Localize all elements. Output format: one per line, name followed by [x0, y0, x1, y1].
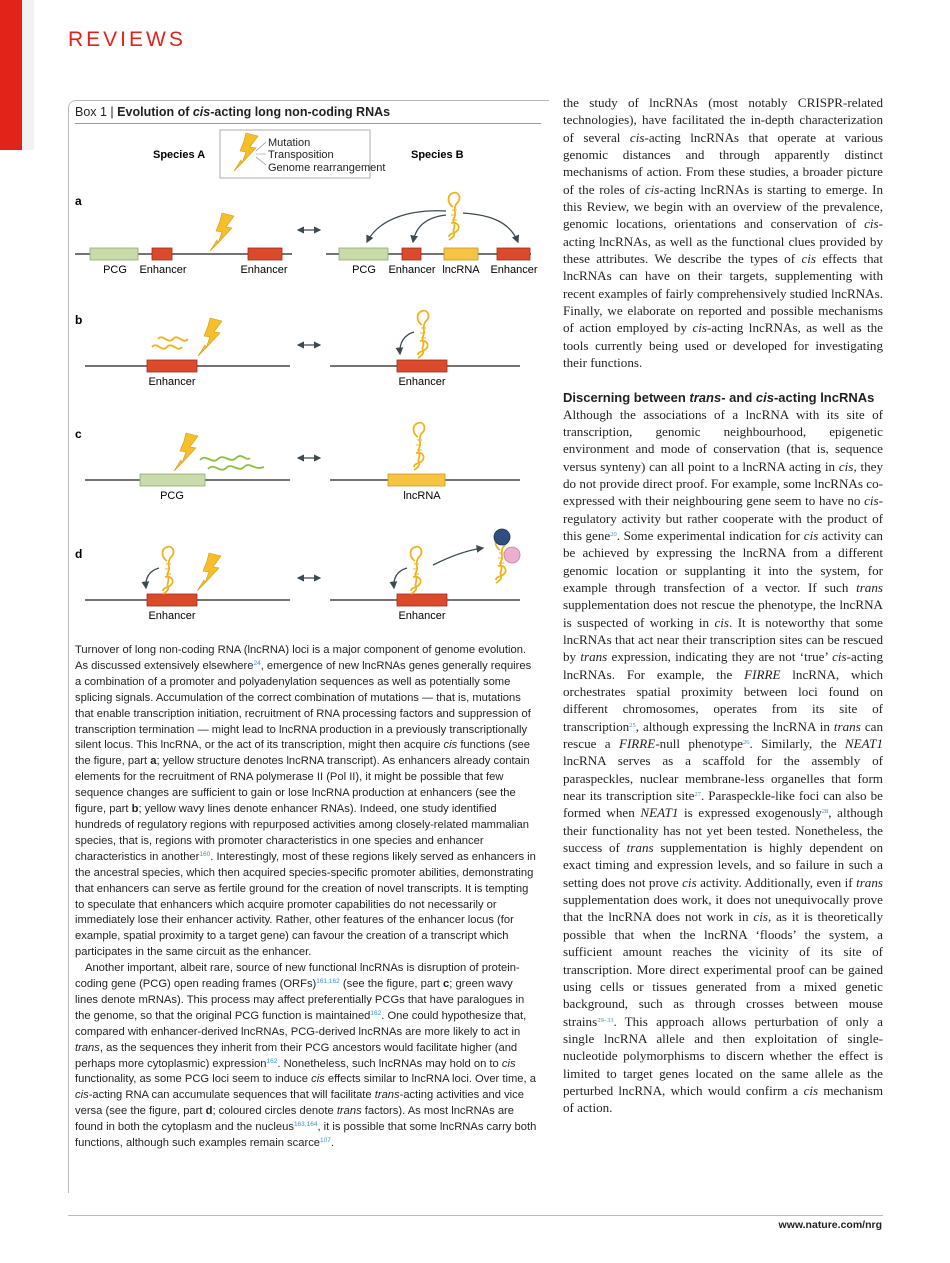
text-segment: activity. Additionally, even if: [696, 874, 857, 890]
label-enhancer: Enhancer: [148, 376, 196, 388]
section-color-bar: [0, 0, 22, 150]
label-enhancer: Enhancer: [398, 610, 446, 622]
text-segment: cis: [803, 1082, 819, 1098]
section-label: REVIEWS: [68, 28, 186, 51]
box-label: Box 1 |: [75, 105, 114, 119]
text-segment: cis: [801, 251, 816, 267]
text-segment: . Similarly, the: [749, 736, 845, 752]
label-enhancer: Enhancer: [398, 376, 446, 388]
trans-factor-pink-circle: [504, 547, 520, 563]
enhancer-rna-wavy-lines: [152, 337, 188, 348]
enhancer-box: [397, 360, 447, 372]
citation-reference[interactable]: 107: [320, 1137, 331, 1145]
box-paragraph: [75, 961, 538, 1152]
regulation-arrow: [394, 568, 407, 588]
panel-a-letter: a: [75, 194, 82, 208]
text-segment: expression, indicating they are not ‘true’: [607, 649, 833, 665]
mrna-wavy-lines: [200, 456, 264, 470]
text-segment: factors). As most lncRNAs are found in both the cytoplasm and the nucleus: [75, 1105, 515, 1134]
regulation-arrow: [367, 211, 446, 242]
enhancer-box: [147, 360, 197, 372]
text-segment: ; coloured circles denote: [212, 1105, 337, 1118]
label-enhancer: Enhancer: [490, 264, 538, 276]
text-segment: cis: [755, 389, 774, 405]
text-segment: -acting lncRNAs. For example, the: [563, 649, 883, 682]
text-segment: effects similar to lncRNA loci. Over time, a: [324, 1073, 536, 1086]
regulation-arrow: [400, 332, 414, 354]
regulation-arrow: [146, 568, 159, 588]
legend-transposition: Transposition: [268, 149, 334, 161]
label-enhancer: Enhancer: [240, 264, 288, 276]
lncrna-box: [444, 248, 478, 260]
pcg-box: [90, 248, 138, 260]
text-segment: trans: [689, 389, 722, 405]
text-segment: activity can be achieved by expressing the lncRNA from a different genomic location or supplanting it into the system, for example through transfection of a vector. If such: [563, 527, 883, 595]
text-segment: cis: [803, 527, 819, 543]
box-title-text: [117, 105, 390, 119]
text-segment: -regulatory activity but rather cooperate with the product of this gene: [563, 493, 883, 543]
text-segment: cis: [644, 181, 660, 197]
text-segment: NEAT1: [844, 736, 883, 752]
text-segment: lncRNA, which orchestrates spatial proximity between loci found on different chromosomes, operates from its site of transcription: [563, 666, 883, 734]
text-segment: ; green wavy lines denote mRNAs). This process may affect preferentially PCGs that have paralogues in the genome, so that the original PCG function is maintained: [75, 978, 525, 1022]
text-segment: -acting lncRNAs, as well as the functional clues provided by these attributes. We describe the types of: [563, 216, 883, 267]
text-segment: FIRRE: [744, 666, 781, 682]
lncrna-evolution-figure: [68, 125, 548, 630]
citation-reference[interactable]: 27: [694, 791, 701, 799]
pcg-box: [140, 474, 205, 486]
text-segment: , although expressing the lncRNA in: [635, 718, 834, 734]
label-pcg: PCG: [103, 264, 127, 276]
text-segment: ; yellow wavy lines denote enhancer RNAs). Indeed, one study identified hundreds of regulatory regions with repurposed activities among closely-related mammalian species, that is, regions with promoter characteristics in one species and enhancer characteristics in another: [75, 803, 529, 863]
intro-paragraph: [563, 94, 883, 372]
lightning-bolt-icon: [174, 433, 198, 471]
citation-reference[interactable]: 162: [370, 1009, 382, 1017]
lightning-bolt-icon: [210, 213, 234, 251]
species-a-label: Species A: [153, 149, 206, 161]
text-segment: trans: [580, 649, 608, 665]
enhancer-box: [497, 248, 530, 260]
citation-reference[interactable]: 25: [629, 721, 636, 729]
text-segment: trans: [856, 579, 883, 595]
text-segment: -acting activities and vice versa (see the figure, part: [75, 1089, 524, 1118]
text-segment: supplementation does not rescue the phenotype, the lncRNA is suspected of working in: [563, 597, 883, 630]
section-heading: [563, 389, 883, 406]
enhancer-box: [402, 248, 421, 260]
text-segment: cis: [714, 614, 729, 630]
text-segment: effects that lncRNAs can have on their targets, supplementing with recent examples of fairly comprehensively studied lncRNAs. Finally, we elaborate on reported and possible mechanisms of action employed by: [563, 251, 883, 336]
panel-b-letter: b: [75, 313, 83, 327]
label-enhancer: Enhancer: [148, 610, 196, 622]
text-segment: -acting lncRNAs that operate at various genomic distances and through apparently distinct mechanisms of action. From these studies, a broader picture of the roles of: [563, 129, 883, 197]
box-title: [75, 105, 390, 119]
lncrna-transcript-icon: [449, 193, 460, 240]
citation-reference[interactable]: 20: [610, 530, 617, 538]
text-segment: -acting RNA can accumulate sequences that will facilitate: [88, 1089, 375, 1102]
citation-reference[interactable]: 160: [199, 850, 211, 858]
text-segment: ; yellow structure denotes lncRNA transcript). As enhancers already contain elements for the recruitment of RNA polymerase II (Pol II), it might be possible that few sequence changes are sufficient to gain or lose lncRNA production at enhancers (see the figure, part: [75, 755, 530, 816]
label-pcg: PCG: [160, 490, 184, 502]
text-segment: cis: [864, 216, 879, 232]
label-lncrna: lncRNA: [403, 490, 441, 502]
enhancer-box: [248, 248, 282, 260]
text-segment: is expressed exogenously: [678, 805, 822, 821]
text-segment: -acting lncRNAs: [773, 389, 875, 405]
text-segment: trans: [626, 840, 654, 856]
legend-mutation: Mutation: [268, 137, 311, 149]
text-segment: d: [205, 1105, 213, 1118]
label-pcg: PCG: [352, 264, 376, 276]
text-segment: cis: [311, 1073, 325, 1086]
text-segment: -acting lncRNAs, as well as the tools currently being used or developed for investigating their functions.: [563, 320, 883, 371]
text-segment: functions (see the figure, part: [75, 739, 530, 768]
enhancer-box: [152, 248, 172, 260]
citation-reference[interactable]: 26: [742, 739, 750, 747]
text-segment: lncRNA serves as a scaffold for the assembly of paraspeckles, nuclear membrane-less organelles that form near its transcription site: [563, 753, 883, 804]
lncrna-box: [388, 474, 445, 486]
body-paragraph: [563, 406, 883, 1117]
legend-genome-rearrangement: Genome rearrangement: [268, 162, 386, 174]
text-segment: , as it is theoretically possible that when the lncRNA ‘floods’ the system, a sufficient amount reaches the vicinity of its site of transcription. More direct experimental proof can be gained using cells or tissues generated from a mixed genetic background, such as through crosses between mouse strains: [563, 909, 883, 1029]
text-segment: , they do not provide direct proof. For example, some lncRNAs co-expressed with their neighbouring gene seem to have no: [563, 458, 883, 509]
citation-reference[interactable]: 29–33: [597, 1016, 614, 1024]
text-segment: -acting lncRNAs is starting to emerge. In this Review, we begin with an overview of the prevalence, genomic locations, orientations and conservation of: [563, 181, 883, 232]
citation-reference[interactable]: 163,164: [293, 1121, 318, 1129]
text-segment: NEAT1: [640, 805, 679, 821]
text-segment: . This approach allows perturbation of only a single lncRNA allele and then exploitation of single-nucleotide polymorphisms to discern whether the effect is limited to target genes located on the same allele as the perturbed lncRNA, which would confirm a: [563, 1013, 883, 1098]
text-segment: cis: [629, 129, 645, 145]
text-segment: cis: [501, 1057, 516, 1070]
panel-d-letter: d: [75, 547, 83, 561]
journal-url: www.nature.com/nrg: [778, 1219, 882, 1231]
text-segment: , as the sequences they inherit from their PCG ancestors would facilitate higher (and perhaps more cytoplasmic) expression: [75, 1041, 518, 1070]
text-segment: b: [131, 803, 139, 816]
species-b-label: Species B: [411, 149, 464, 161]
text-segment: , it is possible that some lncRNAs carry both functions, although such examples remain scarce: [75, 1121, 537, 1150]
enhancer-box: [147, 594, 197, 606]
text-segment: . Nonetheless, such lncRNAs may hold on to: [277, 1057, 502, 1070]
text-segment: supplementation does work, it does not unequivocally prove that the lncRNA does not work in: [563, 892, 883, 925]
lncrna-transcript-icon: [414, 423, 425, 470]
text-segment: Discerning between: [563, 389, 690, 405]
lightning-bolt-icon: [198, 318, 222, 356]
regulation-arrow: [463, 213, 518, 242]
text-segment: cis: [838, 458, 854, 474]
text-segment: Although the associations of a lncRNA with its site of transcription, genomic neighbourhood, epigenetic environment and mode of conservation (that is, sequence versus synteny) can all point to a lncRNA acting in: [563, 406, 883, 474]
lncrna-transcript-icon: [411, 547, 422, 594]
citation-reference[interactable]: 162: [266, 1057, 278, 1065]
text-segment: . One could hypothesize that, compared with enhancer-derived lncRNAs, PCG-derived lncRNAs are more likely to act in: [75, 1009, 527, 1038]
text-segment: cis: [75, 1089, 89, 1102]
text-segment: cis: [832, 649, 847, 665]
text-segment: , although their functionality has not yet been tested. Nonetheless, the success of: [563, 805, 883, 856]
citation-reference[interactable]: 161,162: [316, 978, 340, 986]
text-segment: - and: [721, 389, 756, 405]
panel-c-letter: c: [75, 427, 82, 441]
lightning-bolt-icon: [197, 553, 221, 591]
box-body-text: [75, 643, 538, 1152]
text-segment: -null phenotype: [655, 736, 743, 752]
text-segment: . It is noteworthy that some lncRNAs that act near their transcription sites can be rescued by: [563, 614, 883, 665]
text-segment: (see the figure, part: [339, 978, 443, 991]
text-segment: trans: [833, 718, 861, 734]
lncrna-transcript-icon: [163, 547, 174, 594]
text-segment: . Interestingly, most of these regions likely served as enhancers in the ancestral species, which then acquired species-specific promoter abilities, demonstrating that enhancers can serve as fertile ground for the creation of novel transcripts. It is tempting to speculate that enhancers which acquire promoter capabilities do not necessarily or immediately lose their enhancer activity. Rather, other features of the enhancer locus (for example, spatial proximity to a target gene) can favour the creation of a transcript which participates in the same circuit as the enhancer.: [75, 850, 536, 959]
text-segment: cis: [864, 493, 879, 509]
regulation-arrow: [413, 215, 446, 242]
text-segment: , emergence of new lncRNAs genes generally requires a combination of a promoter and polyadenylation sequences as well as potentially some splicing signals. Accumulation of the correct combination of mutations — that is, mutations that enable transcription initiation, recruitment of RNA processing factors and suppression of transcription termination — might lead to lncRNA production in a previously transcriptionally silent locus. This lncRNA, or the act of its transcription, might then acquire: [75, 659, 532, 752]
text-segment: trans: [75, 1041, 100, 1054]
text-segment: trans: [374, 1089, 400, 1102]
text-segment: functionality, as some PCG loci seem to induce: [75, 1073, 312, 1086]
text-segment: supplementation is highly dependent on exact timing and expression levels, and so failure in such a setting does not prove: [563, 840, 883, 890]
text-segment: can rescue a: [563, 718, 883, 752]
box-paragraph: [75, 643, 538, 961]
lncrna-transcript-icon: [418, 311, 429, 358]
export-arrow: [433, 548, 483, 565]
enhancer-box: [397, 594, 447, 606]
text-segment: cis: [443, 739, 458, 752]
text-segment: -acting long non-coding RNAs: [210, 105, 391, 119]
main-column: [563, 94, 883, 1117]
text-segment: . Some experimental indication for: [616, 527, 804, 543]
footer-rule: [68, 1215, 883, 1216]
text-segment: Turnover of long non-coding RNA (lncRNA) loci is a major component of genome evolution. As discussed extensively elsewhere: [75, 644, 527, 672]
text-segment: mechanism of action.: [563, 1082, 884, 1116]
text-segment: cis: [692, 320, 707, 336]
text-segment: a: [150, 755, 157, 768]
text-segment: the study of lncRNAs (most notably CRISPR-related technologies), have facilitated the in-depth characterization of several: [563, 95, 883, 145]
label-enhancer: Enhancer: [388, 264, 436, 276]
text-segment: FIRRE: [618, 736, 656, 752]
label-enhancer: Enhancer: [139, 264, 187, 276]
text-segment: . Paraspeckle-like foci can also be formed when: [563, 788, 883, 821]
text-segment: Evolution of: [117, 105, 193, 119]
text-segment: trans: [856, 874, 883, 890]
text-segment: trans: [336, 1105, 362, 1118]
text-segment: cis: [192, 105, 211, 119]
box-title-rule: [75, 123, 541, 124]
citation-reference[interactable]: 24: [253, 659, 261, 667]
text-segment: .: [330, 1137, 334, 1150]
text-segment: c: [443, 978, 450, 991]
text-segment: cis: [682, 874, 697, 890]
text-segment: cis: [753, 909, 768, 925]
pcg-box: [339, 248, 388, 260]
citation-reference[interactable]: 28: [821, 808, 829, 816]
trans-factor-blue-circle: [494, 529, 510, 545]
page-edge-tint: [22, 0, 34, 150]
text-segment: Another important, albeit rare, source of new functional lncRNAs is disruption of protein-coding gene (PCG) open reading frames (ORFs): [75, 962, 520, 991]
label-lncrna: lncRNA: [442, 264, 480, 276]
